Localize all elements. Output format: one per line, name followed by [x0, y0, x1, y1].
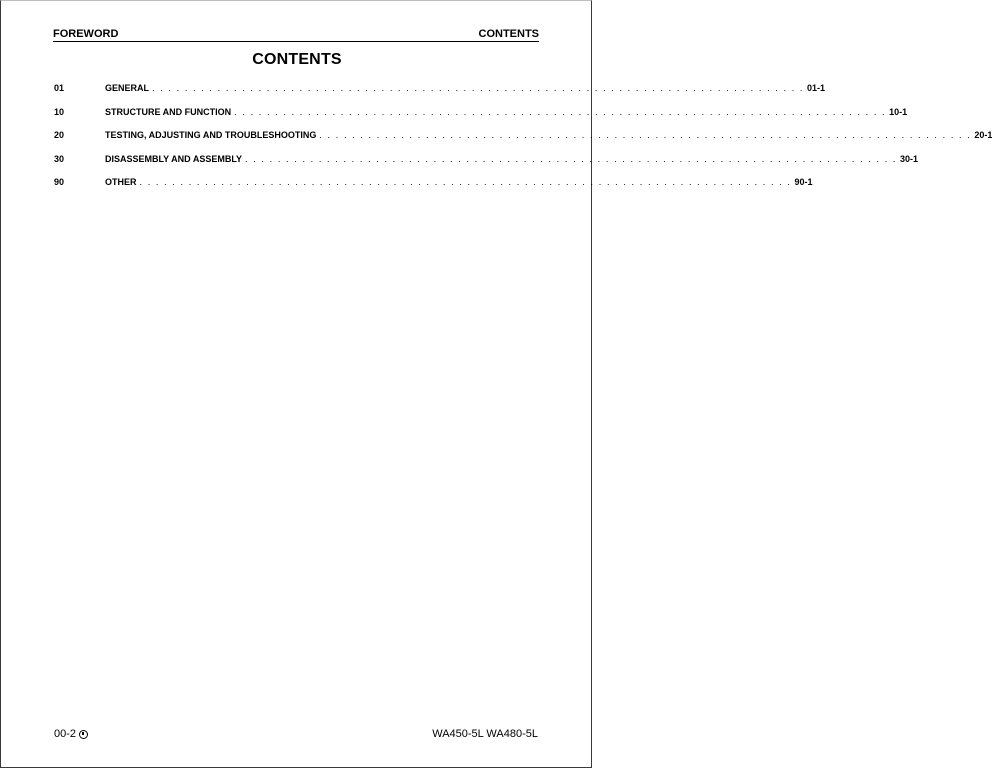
toc-leader-dots: . . . . . . . . . . . . . . . . . . . . . . . . . . . . . . . . . . . . . . . . . . . . . . . . . . . . . . . . . . . . . . . . . . . . . . . . . . . . . . . .	[245, 153, 898, 164]
toc-item-label: STRUCTURE AND FUNCTION	[105, 106, 232, 117]
toc-item-page: 01-1	[807, 83, 826, 93]
toc-item-page: 20-1	[974, 130, 992, 140]
header-page-label: CONTENTS	[478, 28, 539, 40]
toc-item-page: 10-1	[889, 106, 908, 117]
toc-leader-dots: . . . . . . . . . . . . . . . . . . . . . . . . . . . . . . . . . . . . . . . . . . . . . . . . . . . . . . . . . . . . . . . . . . . . . . . . . . . . . . . .	[234, 106, 887, 117]
toc-item-other[interactable]	[54, 174, 813, 198]
toc-item-label: DISASSEMBLY AND ASSEMBLY	[105, 153, 243, 164]
page-footer-left	[54, 728, 88, 740]
page-title: CONTENTS	[252, 51, 342, 68]
toc-leader-dots: . . . . . . . . . . . . . . . . . . . . . . . . . . . . . . . . . . . . . . . . . . . . . . . . . . . . . . . . . . . . . . . . . . . . . . . . . . . . . . . .	[152, 83, 804, 93]
toc-item-disassembly-and-assembly[interactable]	[54, 151, 919, 175]
toc-item-number: 10	[54, 106, 65, 117]
model-label: WA450-5L WA480-5L	[432, 728, 538, 740]
toc-item-page: 30-1	[900, 153, 919, 164]
toc-item-label: TESTING, ADJUSTING AND TROUBLESHOOTING	[105, 130, 317, 140]
toc-item-number: 20	[54, 130, 65, 140]
toc-item-label: OTHER	[105, 177, 137, 187]
header-section-label: FOREWORD	[53, 28, 119, 40]
page-number: 00-2	[54, 728, 77, 740]
page-header	[53, 27, 539, 42]
table-of-contents	[54, 80, 992, 198]
toc-item-general[interactable]	[54, 80, 826, 104]
toc-item-structure-and-function[interactable]	[54, 104, 908, 128]
toc-item-testing-adjusting[interactable]	[54, 127, 992, 151]
toc-item-number: 90	[54, 177, 65, 187]
toc-item-label: GENERAL	[105, 83, 150, 93]
toc-item-number: 30	[54, 153, 65, 164]
revision-mark-icon	[79, 730, 88, 739]
toc-leader-dots: . . . . . . . . . . . . . . . . . . . . . . . . . . . . . . . . . . . . . . . . . . . . . . . . . . . . . . . . . . . . . . . . . . . . . . . . . . . . . . . .	[139, 177, 792, 187]
toc-item-page: 90-1	[794, 177, 813, 187]
toc-leader-dots: . . . . . . . . . . . . . . . . . . . . . . . . . . . . . . . . . . . . . . . . . . . . . . . . . . . . . . . . . . . . . . . . . . . . . . . . . . . . . . . .	[319, 130, 972, 140]
toc-item-number: 01	[54, 83, 65, 93]
